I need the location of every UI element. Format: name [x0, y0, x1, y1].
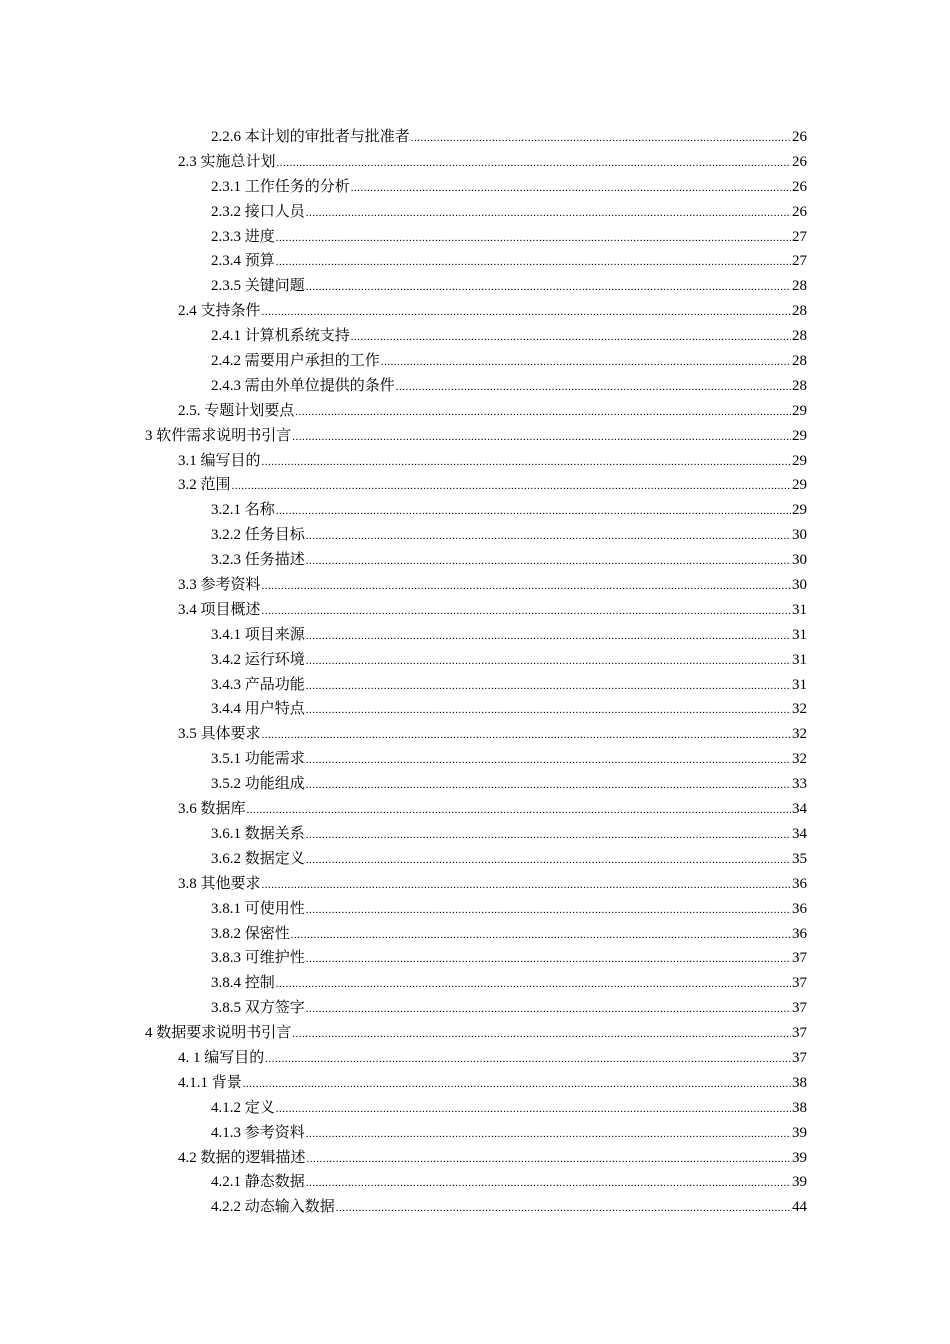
- toc-entry[interactable]: [211, 175, 807, 200]
- table-of-contents: [0, 125, 950, 1220]
- toc-page-number: 37: [792, 975, 807, 992]
- toc-leader-dots: [276, 499, 791, 524]
- toc-entry[interactable]: [211, 274, 807, 299]
- toc-entry-label: 2.4 支持条件: [178, 303, 261, 320]
- toc-leader-dots: [262, 599, 791, 624]
- toc-leader-dots: [295, 400, 791, 425]
- toc-entry-label: 4.2.2 动态输入数据: [211, 1199, 335, 1216]
- toc-entry-label: 2.3.3 进度: [211, 228, 275, 245]
- toc-entry-label: 3.1 编写目的: [178, 452, 261, 469]
- toc-entry[interactable]: [178, 1071, 807, 1096]
- toc-page-number: 36: [792, 925, 807, 942]
- toc-leader-dots: [396, 375, 791, 400]
- toc-leader-dots: [292, 425, 791, 450]
- toc-entry-label: 3.8.5 双方签字: [211, 1000, 305, 1017]
- toc-page-number: 37: [792, 1049, 807, 1066]
- toc-entry-label: 3.8.4 控制: [211, 975, 275, 992]
- toc-entry-label: 2.3.1 工作任务的分析: [211, 178, 350, 195]
- toc-entry[interactable]: [211, 847, 807, 872]
- toc-entry-label: 3.2.1 名称: [211, 502, 275, 519]
- toc-entry-label: 3.4 项目概述: [178, 601, 261, 618]
- toc-entry-label: 4.2 数据的逻辑描述: [178, 1149, 306, 1166]
- toc-page-number: 28: [792, 278, 807, 295]
- toc-entry[interactable]: [211, 822, 807, 847]
- toc-entry[interactable]: [211, 673, 807, 698]
- toc-page-number: 29: [792, 452, 807, 469]
- toc-entry[interactable]: [211, 349, 807, 374]
- toc-leader-dots: [306, 773, 791, 798]
- toc-page-number: 30: [792, 527, 807, 544]
- toc-entry[interactable]: [211, 897, 807, 922]
- toc-entry[interactable]: [211, 946, 807, 971]
- toc-entry-label: 3.5 具体要求: [178, 726, 261, 743]
- toc-leader-dots: [265, 1047, 791, 1072]
- toc-entry-label: 2.4.3 需由外单位提供的条件: [211, 377, 395, 394]
- toc-leader-dots: [276, 226, 791, 251]
- toc-entry-label: 3.8.3 可维护性: [211, 950, 305, 967]
- toc-entry[interactable]: [178, 299, 807, 324]
- toc-entry[interactable]: [178, 1046, 807, 1071]
- toc-page-number: 26: [792, 203, 807, 220]
- toc-page-number: 39: [792, 1124, 807, 1141]
- toc-leader-dots: [411, 126, 791, 151]
- toc-entry[interactable]: [178, 449, 807, 474]
- toc-entry-label: 3.4.4 用户特点: [211, 701, 305, 718]
- toc-entry[interactable]: [211, 996, 807, 1021]
- toc-leader-dots: [243, 1072, 791, 1097]
- toc-entry[interactable]: [211, 523, 807, 548]
- toc-entry-label: 3.6 数据库: [178, 801, 246, 818]
- toc-leader-dots: [381, 350, 791, 375]
- toc-page-number: 32: [792, 751, 807, 768]
- toc-entry[interactable]: [145, 1021, 807, 1046]
- toc-entry-label: 4.2.1 静态数据: [211, 1174, 305, 1191]
- toc-page-number: 33: [792, 776, 807, 793]
- toc-entry-label: 2.3.5 关键问题: [211, 278, 305, 295]
- toc-entry-label: 3.5.1 功能需求: [211, 751, 305, 768]
- toc-leader-dots: [306, 524, 791, 549]
- toc-page-number: 28: [792, 328, 807, 345]
- toc-entry[interactable]: [211, 225, 807, 250]
- toc-page-number: 28: [792, 353, 807, 370]
- toc-page-number: 30: [792, 577, 807, 594]
- toc-page-number: 31: [792, 676, 807, 693]
- toc-page-number: 31: [792, 601, 807, 618]
- toc-leader-dots: [232, 474, 791, 499]
- toc-leader-dots: [291, 923, 791, 948]
- toc-entry[interactable]: [211, 697, 807, 722]
- toc-entry[interactable]: [178, 598, 807, 623]
- toc-entry[interactable]: [178, 797, 807, 822]
- toc-leader-dots: [306, 748, 791, 773]
- toc-entry[interactable]: [145, 424, 807, 449]
- toc-entry[interactable]: [178, 872, 807, 897]
- toc-page-number: 30: [792, 552, 807, 569]
- toc-entry[interactable]: [211, 324, 807, 349]
- toc-entry[interactable]: [211, 125, 807, 150]
- toc-entry[interactable]: [211, 374, 807, 399]
- toc-leader-dots: [306, 898, 791, 923]
- toc-leader-dots: [276, 250, 791, 275]
- toc-entry-label: 4. 1 编写目的: [178, 1049, 265, 1066]
- toc-page-number: 29: [792, 502, 807, 519]
- toc-entry[interactable]: [211, 922, 807, 947]
- toc-leader-dots: [306, 698, 791, 723]
- toc-entry[interactable]: [178, 722, 807, 747]
- toc-page-number: 35: [792, 850, 807, 867]
- toc-page-number: 27: [792, 228, 807, 245]
- toc-entry[interactable]: [178, 1146, 807, 1171]
- toc-page-number: 32: [792, 701, 807, 718]
- toc-page-number: 28: [792, 377, 807, 394]
- toc-page-number: 26: [792, 153, 807, 170]
- toc-entry-label: 2.3.2 接口人员: [211, 203, 305, 220]
- toc-entry[interactable]: [211, 1170, 807, 1195]
- toc-entry[interactable]: [211, 548, 807, 573]
- toc-entry-label: 3 软件需求说明书引言: [145, 427, 292, 444]
- toc-leader-dots: [262, 450, 791, 475]
- toc-page-number: 34: [792, 825, 807, 842]
- toc-leader-dots: [306, 201, 791, 226]
- toc-leader-dots: [306, 674, 791, 699]
- toc-entry[interactable]: [211, 971, 807, 996]
- toc-leader-dots: [306, 1171, 791, 1196]
- toc-entry[interactable]: [211, 249, 807, 274]
- toc-leader-dots: [306, 947, 791, 972]
- toc-entry-label: 2.3.4 预算: [211, 253, 275, 270]
- toc-entry[interactable]: [178, 399, 807, 424]
- toc-leader-dots: [262, 300, 791, 325]
- toc-entry[interactable]: [211, 772, 807, 797]
- toc-leader-dots: [336, 1196, 791, 1221]
- toc-page-number: 38: [792, 1099, 807, 1116]
- toc-entry-label: 3.4.2 运行环境: [211, 651, 305, 668]
- toc-entry-label: 3.2 范围: [178, 477, 231, 494]
- toc-entry[interactable]: [211, 1195, 807, 1220]
- toc-leader-dots: [306, 997, 791, 1022]
- toc-page-number: 32: [792, 726, 807, 743]
- toc-entry[interactable]: [211, 1121, 807, 1146]
- toc-page-number: 29: [792, 427, 807, 444]
- toc-page-number: 26: [792, 129, 807, 145]
- toc-leader-dots: [277, 151, 791, 176]
- toc-entry-label: 3.4.3 产品功能: [211, 676, 305, 693]
- toc-entry-label: 4.1.1 背景: [178, 1074, 242, 1091]
- toc-page-number: 28: [792, 303, 807, 320]
- toc-page-number: 29: [792, 477, 807, 494]
- toc-page-number: 37: [792, 950, 807, 967]
- toc-page-number: 29: [792, 402, 807, 419]
- toc-entry[interactable]: [178, 150, 807, 175]
- toc-leader-dots: [247, 798, 791, 823]
- toc-entry-label: 4.1.3 参考资料: [211, 1124, 305, 1141]
- toc-entry[interactable]: [178, 573, 807, 598]
- toc-entry[interactable]: [211, 200, 807, 225]
- toc-entry-label: 4.1.2 定义: [211, 1099, 275, 1116]
- toc-leader-dots: [276, 1097, 791, 1122]
- toc-page-number: 27: [792, 253, 807, 270]
- toc-leader-dots: [262, 574, 791, 599]
- toc-entry-label: 3.8 其他要求: [178, 875, 261, 892]
- toc-entry-label: 2.4.1 计算机系统支持: [211, 328, 350, 345]
- toc-entry-label: 2.3 实施总计划: [178, 153, 276, 170]
- toc-leader-dots: [262, 723, 791, 748]
- toc-leader-dots: [351, 325, 791, 350]
- toc-page-number: 37: [792, 1000, 807, 1017]
- toc-leader-dots: [351, 176, 791, 201]
- toc-page-number: 26: [792, 178, 807, 195]
- toc-leader-dots: [276, 972, 791, 997]
- toc-leader-dots: [306, 649, 791, 674]
- toc-leader-dots: [292, 1022, 791, 1047]
- toc-entry[interactable]: [211, 623, 807, 648]
- toc-leader-dots: [262, 873, 791, 898]
- toc-page-number: 37: [792, 1025, 807, 1042]
- toc-entry-label: 3.3 参考资料: [178, 577, 261, 594]
- toc-page-number: 31: [792, 626, 807, 643]
- toc-entry-label: 3.8.2 保密性: [211, 925, 290, 942]
- toc-entry-label: 3.8.1 可使用性: [211, 900, 305, 917]
- toc-leader-dots: [306, 275, 791, 300]
- toc-entry-label: 2.5. 专题计划要点: [178, 402, 295, 419]
- toc-page-number: 44: [792, 1199, 807, 1216]
- toc-entry-label: 3.6.1 数据关系: [211, 825, 305, 842]
- toc-leader-dots: [306, 823, 791, 848]
- toc-leader-dots: [306, 1122, 791, 1147]
- toc-entry-label: 2.4.2 需要用户承担的工作: [211, 353, 380, 370]
- toc-leader-dots: [306, 624, 791, 649]
- toc-entry[interactable]: [178, 473, 807, 498]
- toc-entry[interactable]: [211, 498, 807, 523]
- toc-entry[interactable]: [211, 747, 807, 772]
- toc-page-number: 31: [792, 651, 807, 668]
- toc-entry-label: 3.2.3 任务描述: [211, 552, 305, 569]
- toc-entry-label: 4 数据要求说明书引言: [145, 1025, 292, 1042]
- toc-leader-dots: [306, 549, 791, 574]
- toc-page-number: 39: [792, 1149, 807, 1166]
- toc-entry-label: 3.2.2 任务目标: [211, 527, 305, 544]
- toc-entry-label: 3.4.1 项目来源: [211, 626, 305, 643]
- toc-page-number: 38: [792, 1074, 807, 1091]
- toc-entry[interactable]: [211, 1096, 807, 1121]
- toc-entry-label: 3.5.2 功能组成: [211, 776, 305, 793]
- toc-page-number: 36: [792, 875, 807, 892]
- toc-entry-label: 3.6.2 数据定义: [211, 850, 305, 867]
- toc-entry[interactable]: [211, 648, 807, 673]
- toc-leader-dots: [306, 848, 791, 873]
- toc-page-number: 34: [792, 801, 807, 818]
- toc-page-number: 36: [792, 900, 807, 917]
- toc-entry-label: 2.2.6 本计划的审批者与批准者: [211, 129, 410, 145]
- toc-leader-dots: [307, 1147, 791, 1172]
- toc-page-number: 39: [792, 1174, 807, 1191]
